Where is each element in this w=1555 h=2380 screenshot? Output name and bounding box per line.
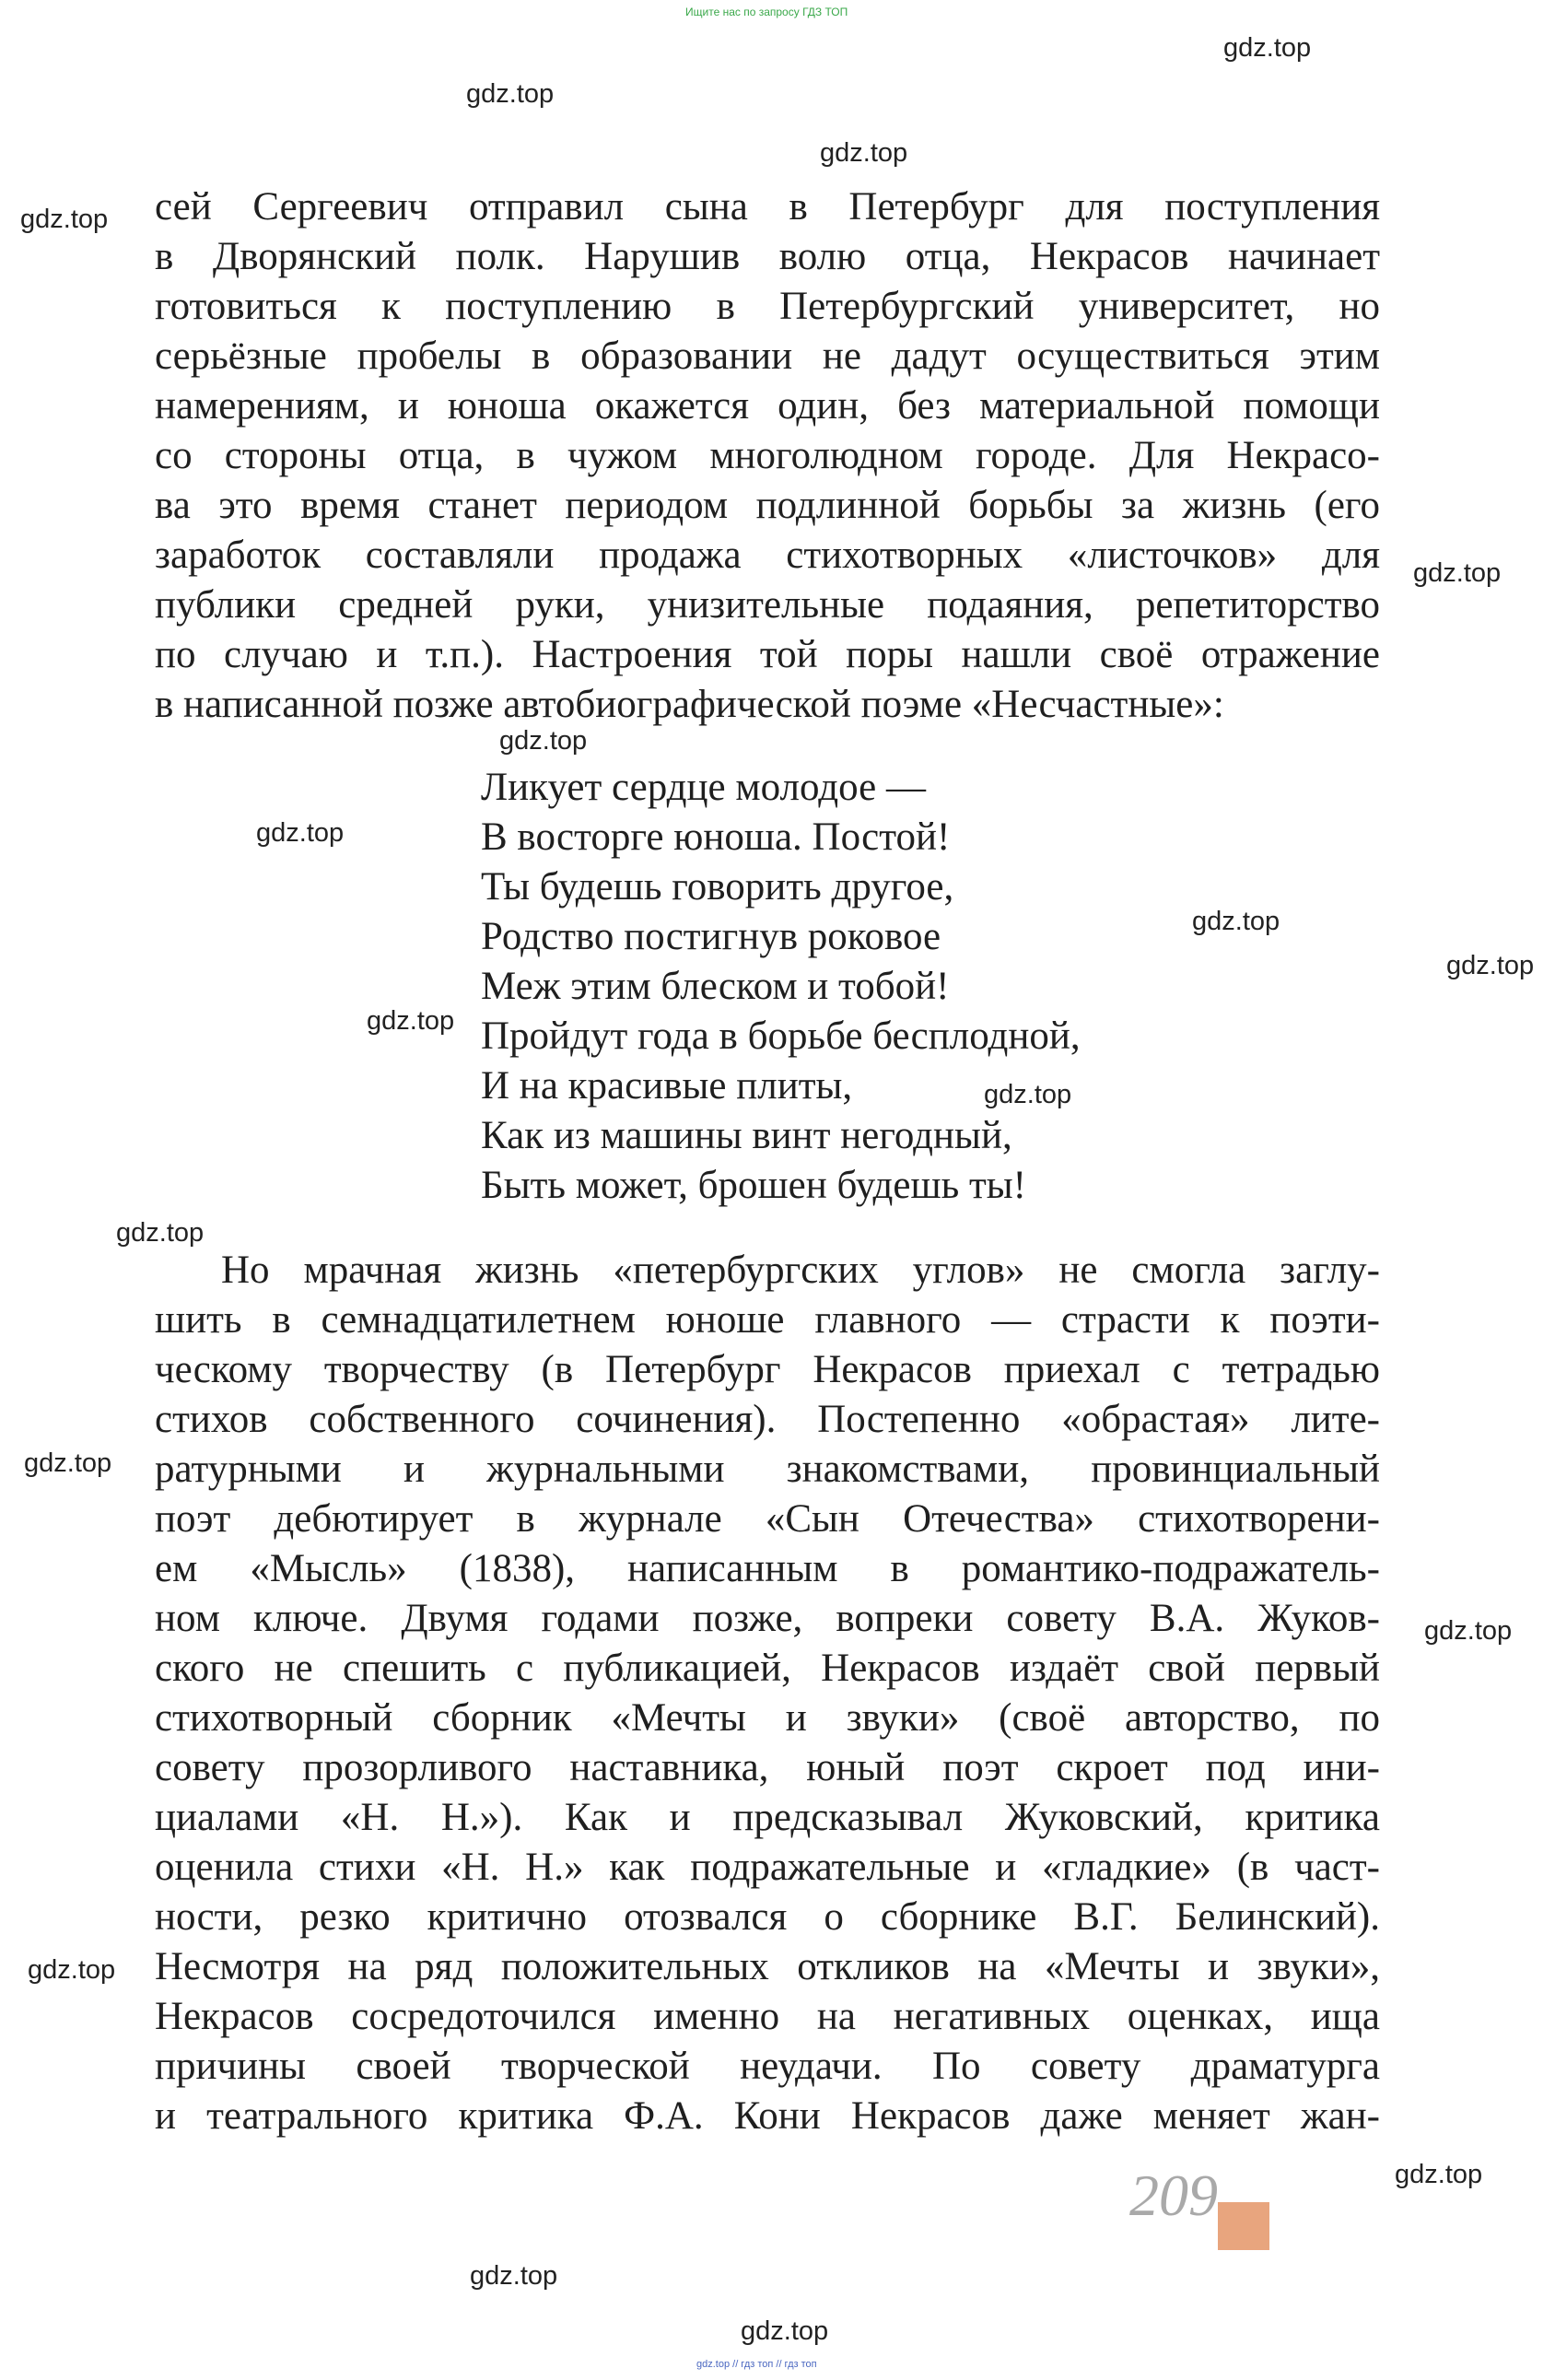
text-line: Но мрачная жизнь «петербургских углов» не смогла заглу-: [221, 1249, 1380, 1292]
text-line: ем «Мысль» (1838), написанным в романтико-подражатель-: [155, 1547, 1380, 1590]
text-line: и театрального критика Ф.А. Кони Некрасов даже меняет жан-: [155, 2094, 1380, 2138]
text-line: ческому творчеству (в Петербург Некрасов приехал с тетрадью: [155, 1348, 1380, 1391]
text-line: заработок составляли продажа стихотворных «листочков» для: [155, 533, 1380, 577]
text-line: стихов собственного сочинения). Постепенно «обрастая» лите-: [155, 1398, 1380, 1441]
text-line: Несмотря на ряд положительных откликов на «Мечты и звуки»,: [155, 1945, 1380, 1988]
text-line: со стороны отца, в чужом многолюдном городе. Для Некрасо-: [155, 434, 1380, 477]
text-line: публики средней руки, унизительные подаяния, репетиторство: [155, 583, 1380, 627]
watermark: gdz.top: [820, 138, 908, 168]
text-line: сей Сергеевич отправил сына в Петербург для поступления: [155, 185, 1380, 229]
watermark: gdz.top: [1446, 951, 1535, 980]
text-line: серьёзные пробелы в образовании не дадут осуществиться этим: [155, 334, 1380, 378]
text-line: ратурными и журнальными знакомствами, провинциальный: [155, 1448, 1380, 1491]
watermark: gdz.top: [470, 2261, 558, 2291]
text-line: готовиться к поступлению в Петербургский университет, но: [155, 285, 1380, 328]
poem-line: Как из машины винт негодный,: [481, 1114, 1012, 1157]
poem-line: В восторге юноша. Постой!: [481, 815, 951, 859]
text-line: намерениям, и юноша окажется один, без материальной помощи: [155, 384, 1380, 428]
text-line: в Дворянский полк. Нарушив волю отца, Некрасов начинает: [155, 235, 1380, 278]
watermark: gdz.top: [1395, 2160, 1483, 2189]
poem-line: Родство постигнув роковое: [481, 915, 941, 958]
watermark: gdz.top: [1413, 558, 1502, 588]
text-line: стихотворный сборник «Мечты и звуки» (своё авторство, по: [155, 1696, 1380, 1740]
watermark: gdz.top: [984, 1080, 1072, 1109]
watermark: gdz.top: [499, 726, 588, 756]
poem-line: Быть может, брошен будешь ты!: [481, 1164, 1026, 1207]
page-number: 209: [1129, 2163, 1218, 2228]
text-line: по случаю и т.п.). Настроения той поры нашли своё отражение: [155, 633, 1380, 676]
watermark: gdz.top: [116, 1218, 205, 1248]
watermark: gdz.top: [24, 1448, 112, 1478]
text-line: ского не спешить с публикацией, Некрасов издаёт свой первый: [155, 1647, 1380, 1690]
poem-line: И на красивые плиты,: [481, 1064, 853, 1108]
text-line: причины своей творческой неудачи. По совету драматурга: [155, 2045, 1380, 2088]
watermark: gdz.top: [1192, 907, 1280, 936]
text-line: поэт дебютирует в журнале «Сын Отечества» стихотворени-: [155, 1497, 1380, 1541]
watermark: gdz.top: [741, 2316, 829, 2346]
watermark: gdz.top: [256, 818, 345, 848]
text-line: в написанной позже автобиографической поэме «Несчастные»:: [155, 683, 1224, 726]
corner-accent: [1218, 2202, 1269, 2250]
text-line: совету прозорливого наставника, юный поэт скроет под ини-: [155, 1746, 1380, 1789]
footer-note: gdz.top // гдз топ // гдз топ: [696, 2359, 817, 2370]
text-line: ности, резко критично отозвался о сборнике В.Г. Белинский).: [155, 1895, 1380, 1939]
poem-line: Ликует сердце молодое —: [481, 766, 926, 809]
header-note: Ищите нас по запросу ГДЗ ТОП: [685, 6, 848, 18]
watermark: gdz.top: [466, 79, 555, 109]
watermark: gdz.top: [20, 205, 109, 234]
text-line: ном ключе. Двумя годами позже, вопреки совету В.А. Жуков-: [155, 1597, 1380, 1640]
watermark: gdz.top: [1424, 1616, 1513, 1646]
text-line: шить в семнадцатилетнем юноше главного — страсти к поэти-: [155, 1298, 1380, 1342]
watermark: gdz.top: [367, 1006, 455, 1036]
watermark: gdz.top: [28, 1955, 116, 1985]
poem-line: Ты будешь говорить другое,: [481, 865, 954, 909]
poem-line: Меж этим блеском и тобой!: [481, 965, 950, 1008]
poem-line: Пройдут года в борьбе бесплодной,: [481, 1014, 1081, 1058]
text-line: Некрасов сосредоточился именно на негативных оценках, ища: [155, 1995, 1380, 2038]
text-line: ва это время станет периодом подлинной борьбы за жизнь (его: [155, 484, 1380, 527]
text-line: циалами «Н. Н.»). Как и предсказывал Жуковский, критика: [155, 1796, 1380, 1839]
watermark: gdz.top: [1223, 33, 1312, 63]
text-line: оценила стихи «Н. Н.» как подражательные и «гладкие» (в част-: [155, 1846, 1380, 1889]
